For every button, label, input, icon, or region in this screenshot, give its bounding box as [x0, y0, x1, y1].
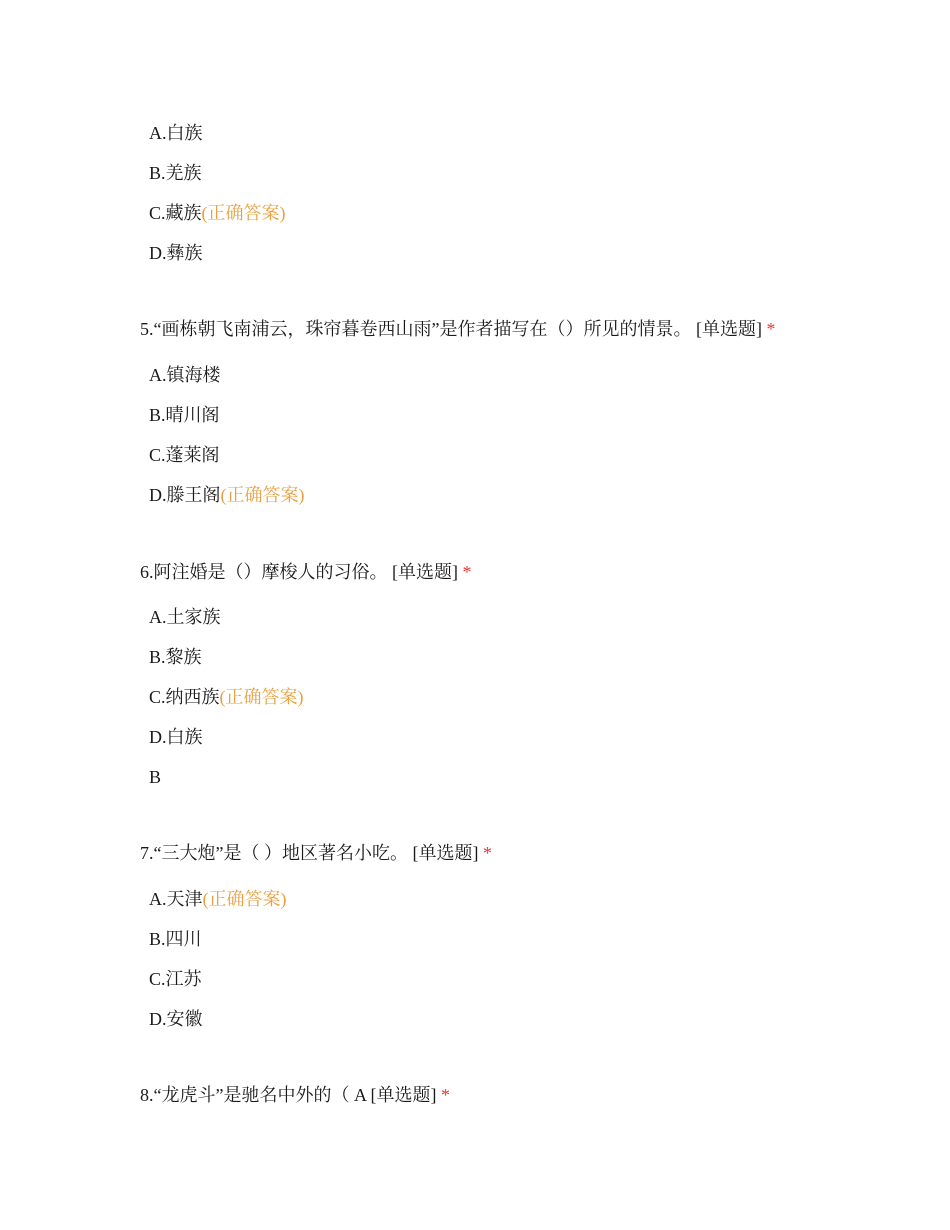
- q5-option-d: [149, 484, 305, 506]
- q4-option-d: [149, 242, 203, 264]
- option-text: B.羌族: [149, 163, 202, 183]
- required-mark: *: [462, 562, 472, 582]
- correct-answer-label: (正确答案): [219, 687, 304, 707]
- option-text: A.白族: [149, 123, 203, 143]
- q7-option-a: [149, 888, 287, 910]
- correct-answer-label: (正确答案): [220, 485, 305, 505]
- question-5-stem: [140, 318, 775, 340]
- option-text: D.彝族: [149, 243, 203, 263]
- q7-option-b: [149, 928, 202, 950]
- q6-option-a: [149, 606, 221, 628]
- q4-option-b: [149, 162, 202, 184]
- q4-option-c: [149, 202, 286, 224]
- required-mark: *: [766, 319, 776, 339]
- q4-option-a: [149, 122, 203, 144]
- option-text: C.江苏: [149, 969, 202, 989]
- q6-extra-answer: [149, 766, 161, 788]
- option-text: B.黎族: [149, 647, 202, 667]
- option-text: D.安徽: [149, 1009, 203, 1029]
- option-text: A.天津: [149, 889, 203, 909]
- required-mark: *: [482, 843, 492, 863]
- q6-option-d: [149, 726, 203, 748]
- question-7-stem: [140, 842, 492, 864]
- q5-option-b: [149, 404, 220, 426]
- option-text: D.白族: [149, 727, 203, 747]
- q5-option-c: [149, 444, 220, 466]
- option-text: C.藏族: [149, 203, 202, 223]
- q7-option-d: [149, 1008, 203, 1030]
- required-mark: *: [440, 1085, 450, 1105]
- option-text: C.蓬莱阁: [149, 445, 220, 465]
- q6-option-c: [149, 686, 304, 708]
- question-text: 7.“三大炮”是（ ）地区著名小吃。 [单选题]: [140, 843, 483, 863]
- correct-answer-label: (正确答案): [202, 889, 287, 909]
- option-text: D.滕王阁: [149, 485, 221, 505]
- option-text: A.土家族: [149, 607, 221, 627]
- question-text: 6.阿注婚是（）摩梭人的习俗。 [单选题]: [140, 562, 463, 582]
- q7-option-c: [149, 968, 202, 990]
- q5-option-a: [149, 364, 221, 386]
- question-text: 8.“龙虎斗”是驰名中外的（ A [单选题]: [140, 1085, 441, 1105]
- option-text: A.镇海楼: [149, 365, 221, 385]
- option-text: B.晴川阁: [149, 405, 220, 425]
- question-8-stem: [140, 1084, 450, 1106]
- question-6-stem: [140, 561, 472, 583]
- option-text: B.四川: [149, 929, 202, 949]
- option-text: C.纳西族: [149, 687, 220, 707]
- question-text: 5.“画栋朝飞南浦云，珠帘暮卷西山雨”是作者描写在（）所见的情景。 [单选题]: [140, 319, 767, 339]
- correct-answer-label: (正确答案): [201, 203, 286, 223]
- option-text: B: [149, 767, 162, 787]
- q6-option-b: [149, 646, 202, 668]
